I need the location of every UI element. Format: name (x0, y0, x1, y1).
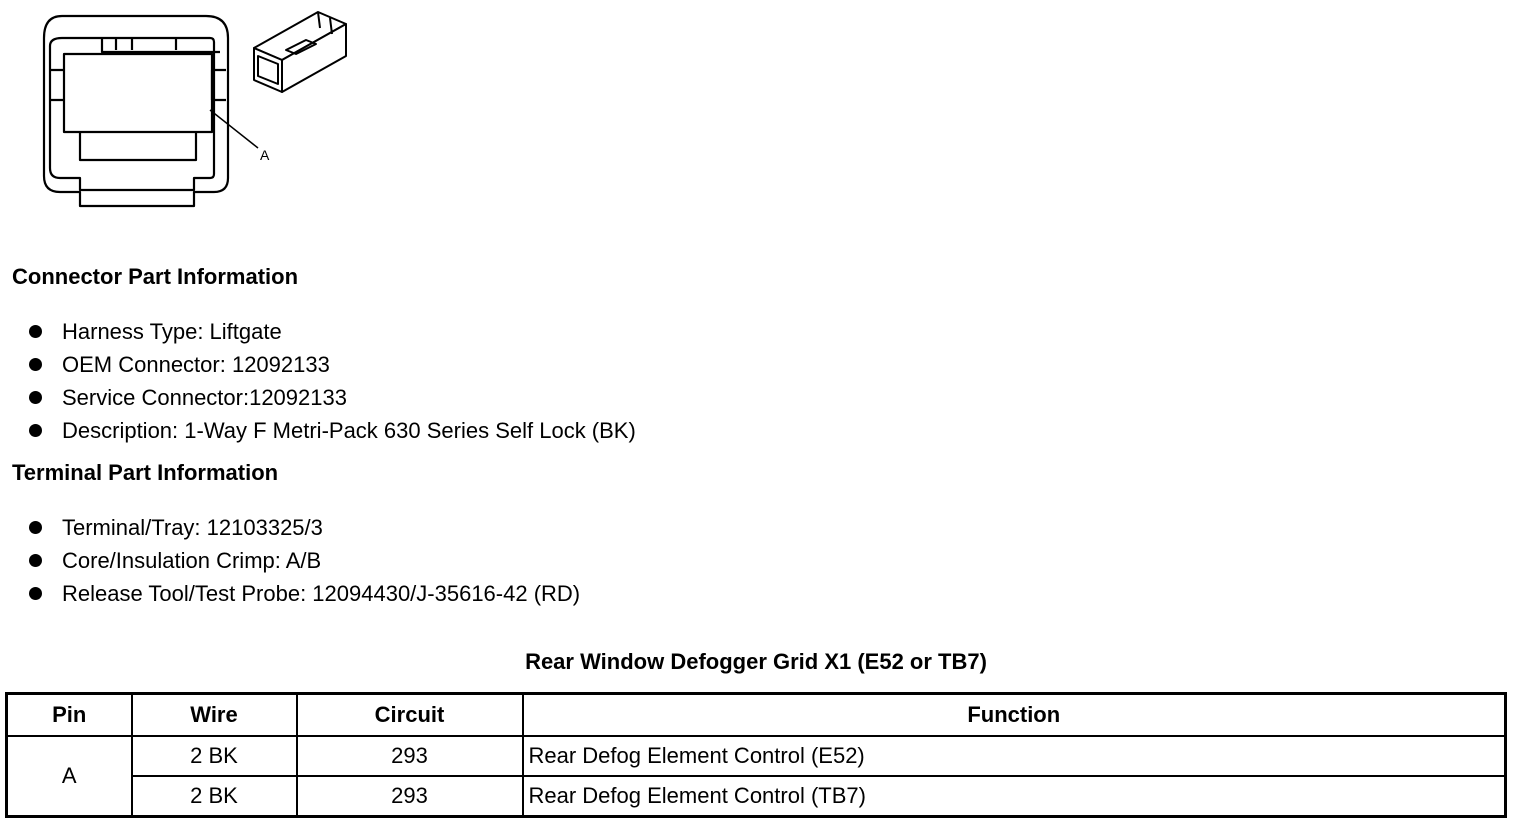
terminal-window (64, 54, 212, 132)
bullet-icon (29, 325, 42, 338)
function-column-header: Function (523, 694, 1506, 737)
wire-cell: 2 BK (132, 736, 297, 776)
list-item (28, 544, 580, 577)
list-item (28, 315, 636, 348)
list-item-text: Description: 1-Way F Metri-Pack 630 Series Self Lock (BK) (62, 418, 636, 443)
bullet-icon (29, 424, 42, 437)
bullet-icon (29, 587, 42, 600)
circuit-cell: 293 (297, 776, 523, 817)
table-row (7, 776, 1506, 817)
circuit-column-header: Circuit (297, 694, 523, 737)
table-header-row (7, 694, 1506, 737)
pinout-table (5, 692, 1507, 818)
list-item-text: Service Connector:12092133 (62, 385, 347, 410)
callout-leader-line (210, 110, 258, 148)
function-cell: Rear Defog Element Control (E52) (523, 736, 1506, 776)
connector-isometric-view (254, 12, 346, 92)
list-item (28, 577, 580, 610)
bullet-icon (29, 521, 42, 534)
callout-label: A (260, 147, 270, 163)
connector-part-info-heading: Connector Part Information (12, 264, 299, 289)
function-cell: Rear Defog Element Control (TB7) (523, 776, 1506, 817)
list-item (28, 381, 636, 414)
table-row (7, 736, 1506, 776)
bullet-icon (29, 391, 42, 404)
connector-diagram (0, 0, 380, 230)
connector-info-list (28, 315, 636, 447)
list-item (28, 414, 636, 447)
table-title: Rear Window Defogger Grid X1 (E52 or TB7) (525, 649, 987, 674)
wire-column-header: Wire (132, 694, 297, 737)
list-item-text: Core/Insulation Crimp: A/B (62, 548, 322, 573)
pin-column-header: Pin (7, 694, 132, 737)
list-item-text: Release Tool/Test Probe: 12094430/J-35616-42 (RD) (62, 581, 581, 606)
circuit-cell: 293 (297, 736, 523, 776)
bullet-icon (29, 554, 42, 567)
terminal-info-list (28, 511, 580, 610)
terminal-part-info-heading: Terminal Part Information (12, 460, 279, 485)
list-item-text: Harness Type: Liftgate (62, 319, 282, 344)
list-item (28, 511, 580, 544)
list-item-text: Terminal/Tray: 12103325/3 (62, 515, 323, 540)
pin-cell: A (7, 736, 132, 817)
bullet-icon (29, 358, 42, 371)
connector-cavity-outline (50, 38, 214, 190)
wire-cell: 2 BK (132, 776, 297, 817)
list-item-text: OEM Connector: 12092133 (62, 352, 330, 377)
list-item (28, 348, 636, 381)
